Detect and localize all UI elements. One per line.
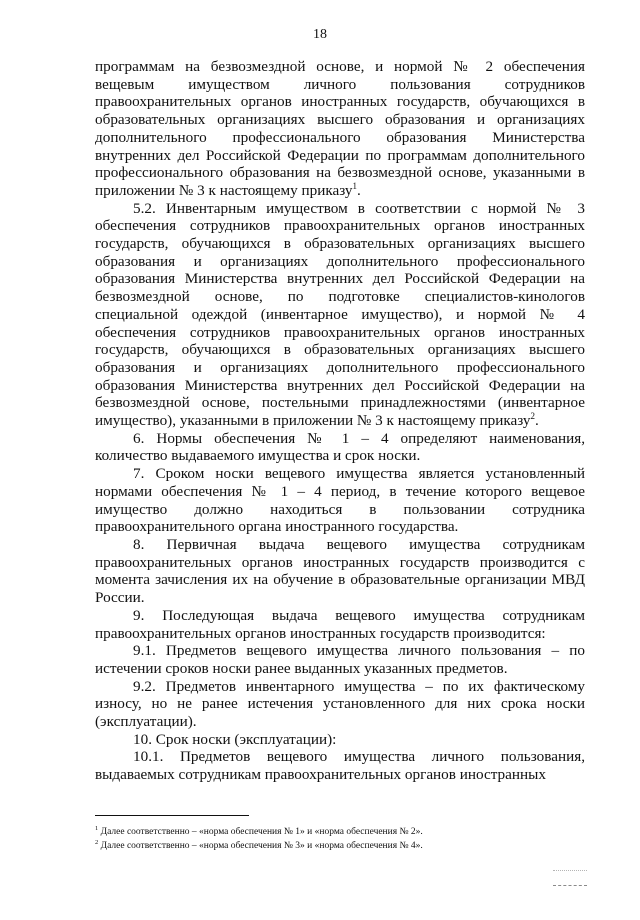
paragraph-text: 5.2. Инвентарным имуществом в соответствии с нормой № 3 обеспечения сотрудников правоохранительных органов иностранных государств, обучающихся в образовательных организациях высшего образования и организациях дополнительного профессионального образования Министерства внутренних дел Российской Федерации на безвозмездной основе, по подготовке специалистов-кинологов специальной одеждой (инвентарное имущество), и нормой № 4 обеспечения сотрудников правоохранительных органов иностранных государств, обучающихся в образовательных организациях высшего образования и организациях дополнительного профессионального образования Министерства внутренних дел Российской Федерации на безвозмездной основе, постельными принадлежностями (инвентарное имущество), указанными в приложении № 3 к настоящему приказу	[95, 199, 585, 430]
footnote-mark: 1	[95, 824, 99, 832]
page-number: 18	[313, 27, 327, 42]
footnotes	[95, 825, 585, 853]
footnote-ref: 1	[352, 180, 357, 191]
footnote-text: Далее соответственно – «норма обеспечения № 3» и «норма обеспечения № 4».	[98, 841, 423, 851]
paragraph-8: 8. Первичная выдача вещевого имущества сотрудникам правоохранительных органов иностранных государств производится с момента зачисления их на обучение в образовательные организации МВД России.	[95, 535, 585, 607]
paragraph-9-1: 9.1. Предметов вещевого имущества личного пользования – по истечении сроков носки ранее выданных указанных предметов.	[95, 642, 585, 677]
footnote-divider	[95, 815, 249, 816]
footnote-mark: 2	[95, 838, 99, 846]
faint-stamp-mark	[553, 870, 587, 886]
paragraph-9-2: 9.2. Предметов инвентарного имущества – по их фактическому износу, но не ранее истечения установленного для них срока носки (эксплуатации).	[95, 677, 585, 731]
paragraph-9: 9. Последующая выдача вещевого имущества сотрудникам правоохранительных органов иностранных государств производится:	[95, 606, 585, 642]
paragraph-intro	[95, 58, 585, 200]
document-body	[95, 58, 585, 784]
footnote-2	[95, 839, 585, 853]
paragraph-7: 7. Сроком носки вещевого имущества является установленный нормами обеспечения № 1 – 4 период, в течение которого вещевое имущество должно находиться в пользовании сотрудника правоохранительного органа иностранного государства.	[95, 465, 585, 536]
footnote-1	[95, 825, 585, 839]
paragraph-10: 10. Срок носки (эксплуатации):	[133, 730, 337, 748]
paragraph-text: программам на безвозмездной основе, и нормой № 2 обеспечения вещевым имуществом личного пользования сотрудников правоохранительных органов иностранных государств, обучающихся в образовательных организациях высшего образования и организациях дополнительного профессионального образования Министерства внутренних дел Российской Федерации по программам дополнительного профессионального образования на безвозмездной основе, указанными в приложении № 3 к настоящему приказу	[95, 58, 585, 199]
footnote-text: Далее соответственно – «норма обеспечения № 1» и «норма обеспечения № 2».	[98, 827, 423, 837]
paragraph-6: 6. Нормы обеспечения № 1 – 4 определяют наименования, количество выдаваемого имущества и срок носки.	[95, 429, 585, 465]
paragraph-5-2	[95, 200, 585, 430]
paragraph-end: .	[357, 181, 361, 199]
footnote-ref: 2	[530, 411, 536, 421]
paragraph-10-1: 10.1. Предметов вещевого имущества личного пользования, выдаваемых сотрудникам правоохранительных органов иностранных	[95, 748, 585, 784]
paragraph-end: .	[535, 412, 539, 430]
